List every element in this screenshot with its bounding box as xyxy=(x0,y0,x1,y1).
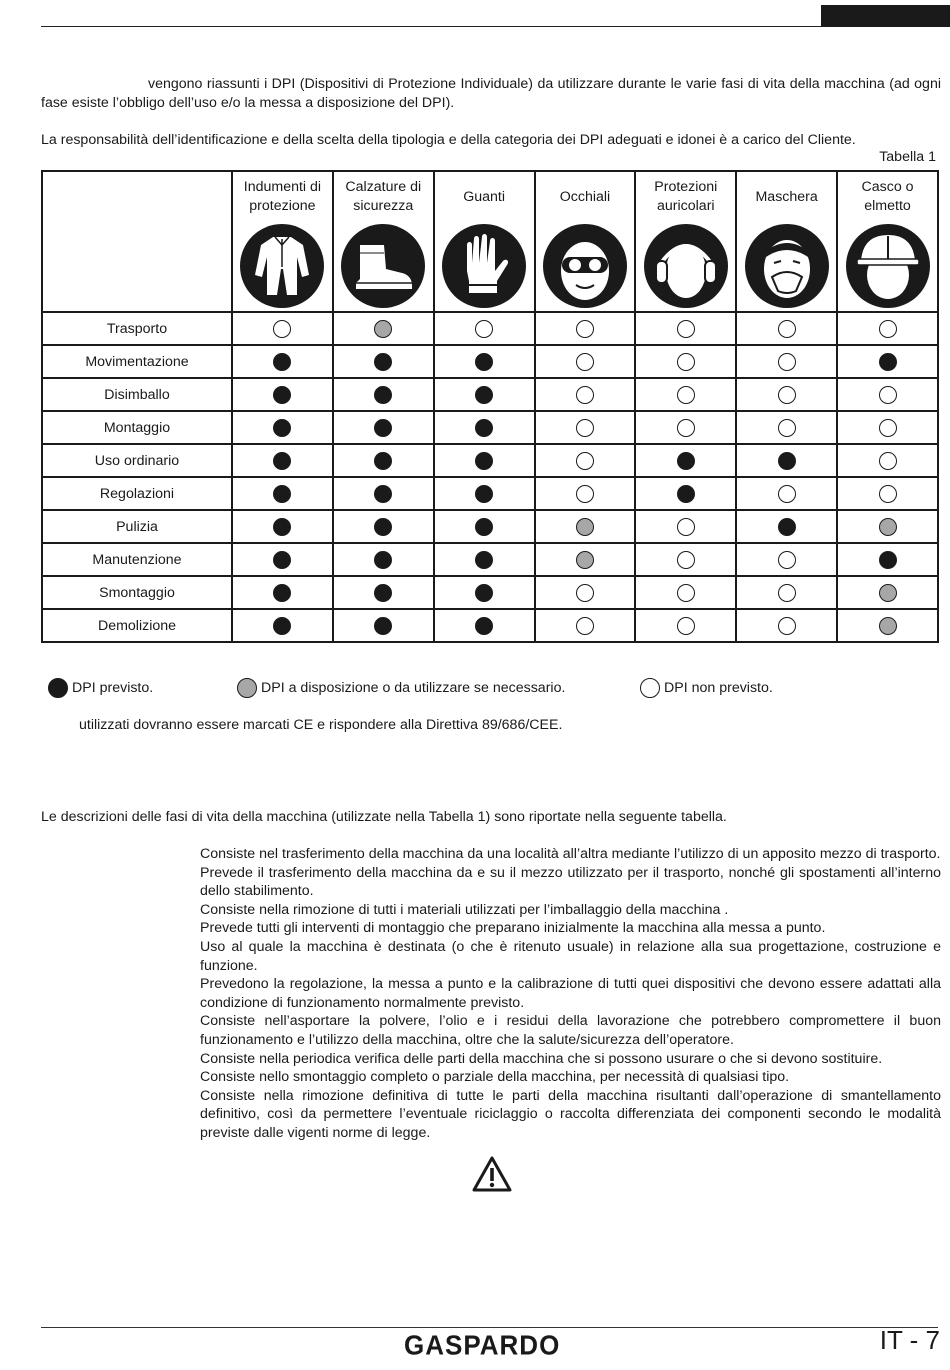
brand-logo: GASPARDO xyxy=(404,1329,561,1361)
status-required-dot xyxy=(374,386,392,404)
status-required-dot xyxy=(273,518,291,536)
protective-suit-icon xyxy=(239,223,325,309)
status-required-dot xyxy=(273,551,291,569)
dpi-header-row xyxy=(42,171,938,312)
col-helmet xyxy=(837,171,938,312)
dpi-cell xyxy=(333,411,434,444)
safety-boot-icon xyxy=(340,223,426,309)
status-required-dot xyxy=(374,617,392,635)
phase-label: Demolizione xyxy=(42,609,232,642)
dpi-cell xyxy=(736,378,837,411)
col-ear-protection xyxy=(635,171,736,312)
dpi-cell xyxy=(635,378,736,411)
status-none-dot xyxy=(677,584,695,602)
dpi-cell xyxy=(434,312,535,345)
ear-protection-icon xyxy=(643,223,729,309)
status-none-dot xyxy=(677,551,695,569)
dpi-cell xyxy=(837,378,938,411)
status-required-dot xyxy=(273,419,291,437)
table-caption: Tabella 1 xyxy=(879,149,936,165)
status-none-dot xyxy=(778,386,796,404)
dpi-cell xyxy=(333,378,434,411)
phase-label: Pulizia xyxy=(42,510,232,543)
dpi-cell xyxy=(333,576,434,609)
dpi-cell xyxy=(232,609,333,642)
dpi-cell xyxy=(535,444,636,477)
dpi-cell xyxy=(434,576,535,609)
status-required-dot xyxy=(677,485,695,503)
phase-description: Consiste nella rimozione di tutti i materiali utilizzati per l’imballaggio della macchina . xyxy=(200,901,729,918)
dpi-cell xyxy=(736,543,837,576)
status-none-dot xyxy=(576,584,594,602)
status-none-dot xyxy=(879,452,897,470)
status-required-dot xyxy=(475,551,493,569)
status-required-dot xyxy=(374,551,392,569)
status-none-dot xyxy=(778,353,796,371)
dpi-cell xyxy=(837,444,938,477)
status-required-dot xyxy=(475,419,493,437)
status-none-dot xyxy=(576,452,594,470)
dpi-cell xyxy=(333,543,434,576)
dpi-cell xyxy=(837,477,938,510)
dpi-cell xyxy=(232,378,333,411)
legend-optional-label: DPI a disposizione o da utilizzare se necessario. xyxy=(261,680,566,696)
responsibility-paragraph: La responsabilità dell’identificazione e della scelta della tipologia e della categoria dei DPI adeguati e idonei è a carico del Cliente. xyxy=(41,132,856,148)
status-none-dot xyxy=(879,386,897,404)
dpi-cell xyxy=(434,609,535,642)
phase-description: Consiste nella periodica verifica delle parti della macchina che si possono usurare o che si devono sostituire. xyxy=(200,1050,883,1067)
dpi-cell xyxy=(434,543,535,576)
goggles-icon xyxy=(542,223,628,309)
dpi-table xyxy=(41,170,939,643)
dpi-cell xyxy=(837,312,938,345)
status-none-dot xyxy=(778,485,796,503)
status-none-dot xyxy=(879,320,897,338)
table-row xyxy=(42,312,938,345)
status-required-dot xyxy=(677,452,695,470)
status-none-dot xyxy=(576,617,594,635)
dpi-cell xyxy=(635,477,736,510)
status-none-dot xyxy=(273,320,291,338)
dpi-cell xyxy=(837,609,938,642)
dpi-cell xyxy=(837,411,938,444)
dpi-cell xyxy=(736,411,837,444)
legend-optional-dot xyxy=(237,678,257,698)
table-row xyxy=(42,510,938,543)
dpi-cell xyxy=(635,543,736,576)
phase-label: Movimentazione xyxy=(42,345,232,378)
dpi-cell xyxy=(535,477,636,510)
col-label: Indumenti di protezione xyxy=(243,179,322,214)
status-required-dot xyxy=(475,353,493,371)
phase-label: Regolazioni xyxy=(42,477,232,510)
legend-required-label: DPI previsto. xyxy=(72,680,154,696)
status-none-dot xyxy=(576,320,594,338)
col-safety-boots xyxy=(333,171,434,312)
warning-icon xyxy=(471,1155,513,1193)
dpi-cell xyxy=(333,312,434,345)
dpi-cell xyxy=(434,510,535,543)
status-required-dot xyxy=(879,551,897,569)
dpi-cell xyxy=(635,576,736,609)
status-required-dot xyxy=(273,452,291,470)
legend-none xyxy=(640,676,773,700)
table-row xyxy=(42,411,938,444)
dpi-cell xyxy=(535,510,636,543)
status-optional-dot xyxy=(374,320,392,338)
legend-none-dot xyxy=(640,678,660,698)
status-none-dot xyxy=(576,485,594,503)
col-label: Occhiali xyxy=(559,188,611,205)
dpi-cell xyxy=(232,510,333,543)
col-label: Maschera xyxy=(755,188,818,205)
dpi-cell xyxy=(232,312,333,345)
dpi-cell xyxy=(535,609,636,642)
table-row xyxy=(42,378,938,411)
status-none-dot xyxy=(778,320,796,338)
col-gloves xyxy=(434,171,535,312)
status-none-dot xyxy=(576,419,594,437)
dpi-cell xyxy=(232,576,333,609)
dpi-cell xyxy=(736,312,837,345)
footer-rule xyxy=(41,1327,938,1328)
status-required-dot xyxy=(475,386,493,404)
header-rule xyxy=(41,26,821,27)
table-row xyxy=(42,345,938,378)
legend-required-dot xyxy=(48,678,68,698)
dpi-cell xyxy=(736,444,837,477)
phase-description: Consiste nel trasferimento della macchina da una località all’altra mediante l’utilizzo di un apposito mezzo di trasporto. xyxy=(200,846,941,862)
dpi-cell xyxy=(837,345,938,378)
dpi-cell xyxy=(535,411,636,444)
phase-description: Prevede il trasferimento della macchina da e su il mezzo utilizzato per il trasporto, nonché gli spostamenti all’interno dello stabilimento. xyxy=(200,864,941,900)
dpi-cell xyxy=(837,510,938,543)
status-required-dot xyxy=(374,353,392,371)
col-goggles xyxy=(535,171,636,312)
table-row xyxy=(42,609,938,642)
dpi-cell xyxy=(635,609,736,642)
status-required-dot xyxy=(374,485,392,503)
status-required-dot xyxy=(475,584,493,602)
dpi-cell xyxy=(635,444,736,477)
status-required-dot xyxy=(273,617,291,635)
col-protective-suit xyxy=(232,171,333,312)
phase-label: Trasporto xyxy=(42,312,232,345)
status-required-dot xyxy=(879,353,897,371)
ce-note: utilizzati dovranno essere marcati CE e rispondere alla Direttiva 89/686/CEE. xyxy=(79,717,563,733)
phase-description: Consiste nell’asportare la polvere, l’olio e i residui della lavorazione che potrebbero compromettere il buon funzionamento e l’utilizzo della macchina, oltre che la salute/sicurezza dell’operatore. xyxy=(200,1013,941,1048)
dpi-cell xyxy=(434,411,535,444)
legend-optional xyxy=(237,676,565,700)
dpi-cell xyxy=(635,345,736,378)
phase-label: Montaggio xyxy=(42,411,232,444)
dpi-cell xyxy=(535,378,636,411)
descriptions-intro: Le descrizioni delle fasi di vita della macchina (utilizzate nella Tabella 1) sono riportate nella seguente tabella. xyxy=(41,809,727,825)
phase-label: Disimballo xyxy=(42,378,232,411)
status-optional-dot xyxy=(576,551,594,569)
status-none-dot xyxy=(879,419,897,437)
status-none-dot xyxy=(879,485,897,503)
status-none-dot xyxy=(778,551,796,569)
dpi-cell xyxy=(333,477,434,510)
status-none-dot xyxy=(778,419,796,437)
phase-label: Smontaggio xyxy=(42,576,232,609)
status-none-dot xyxy=(576,386,594,404)
status-required-dot xyxy=(273,353,291,371)
status-required-dot xyxy=(374,518,392,536)
col-label: Casco o elmetto xyxy=(861,179,914,214)
dpi-cell xyxy=(837,543,938,576)
status-optional-dot xyxy=(879,617,897,635)
dpi-cell xyxy=(736,510,837,543)
status-required-dot xyxy=(475,617,493,635)
dpi-cell xyxy=(736,345,837,378)
status-none-dot xyxy=(778,584,796,602)
dpi-cell xyxy=(635,411,736,444)
status-required-dot xyxy=(778,452,796,470)
dpi-cell xyxy=(434,345,535,378)
status-none-dot xyxy=(677,518,695,536)
dpi-cell xyxy=(232,477,333,510)
phase-description: Prevedono la regolazione, la messa a punto e la calibrazione di tutti quei dispositivi che devono essere adattati alla condizione di funzionamento normalmente previsto. xyxy=(200,976,941,1011)
phase-label: Uso ordinario xyxy=(42,444,232,477)
dpi-cell xyxy=(434,378,535,411)
helmet-icon xyxy=(845,223,931,309)
dpi-cell xyxy=(736,609,837,642)
dpi-cell xyxy=(333,609,434,642)
status-required-dot xyxy=(374,419,392,437)
dpi-cell xyxy=(333,444,434,477)
dpi-cell xyxy=(535,576,636,609)
status-required-dot xyxy=(778,518,796,536)
dpi-cell xyxy=(837,576,938,609)
corner-cell xyxy=(42,171,232,312)
dpi-cell xyxy=(434,444,535,477)
status-optional-dot xyxy=(879,518,897,536)
dpi-cell xyxy=(434,477,535,510)
status-none-dot xyxy=(677,386,695,404)
status-required-dot xyxy=(475,452,493,470)
status-optional-dot xyxy=(879,584,897,602)
dpi-cell xyxy=(535,543,636,576)
status-none-dot xyxy=(576,353,594,371)
dpi-body xyxy=(42,312,938,642)
dpi-cell xyxy=(736,576,837,609)
status-required-dot xyxy=(273,485,291,503)
status-none-dot xyxy=(677,419,695,437)
table-row xyxy=(42,543,938,576)
table-row xyxy=(42,576,938,609)
header-bar xyxy=(821,5,950,27)
table-row xyxy=(42,477,938,510)
legend-required xyxy=(48,676,153,700)
status-required-dot xyxy=(273,386,291,404)
dpi-cell xyxy=(333,345,434,378)
dpi-cell xyxy=(736,477,837,510)
dpi-cell xyxy=(232,543,333,576)
status-none-dot xyxy=(778,617,796,635)
legend-none-label: DPI non previsto. xyxy=(664,680,773,696)
dpi-cell xyxy=(535,345,636,378)
phase-description: Prevede tutti gli interventi di montaggio che preparano inizialmente la macchina alla messa a punto. xyxy=(200,920,826,937)
status-none-dot xyxy=(475,320,493,338)
status-required-dot xyxy=(475,485,493,503)
dpi-cell xyxy=(635,510,736,543)
status-none-dot xyxy=(677,353,695,371)
phase-description: Uso al quale la macchina è destinata (o che è ritenuto usuale) in relazione alla sua progettazione, costruzione e funzione. xyxy=(200,938,941,974)
phase-description: Consiste nello smontaggio completo o parziale della macchina, per necessità di qualsiasi tipo. xyxy=(200,1069,790,1086)
dpi-cell xyxy=(232,411,333,444)
dpi-cell xyxy=(635,312,736,345)
col-label: Protezioni auricolari xyxy=(654,179,718,214)
dpi-cell xyxy=(535,312,636,345)
status-required-dot xyxy=(374,452,392,470)
phase-descriptions xyxy=(200,845,941,1143)
status-required-dot xyxy=(475,518,493,536)
status-required-dot xyxy=(374,584,392,602)
status-optional-dot xyxy=(576,518,594,536)
col-mask xyxy=(736,171,837,312)
status-required-dot xyxy=(273,584,291,602)
status-none-dot xyxy=(677,617,695,635)
mask-icon xyxy=(744,223,830,309)
dpi-cell xyxy=(333,510,434,543)
intro-paragraph: vengono riassunti i DPI (Dispositivi di Protezione Individuale) da utilizzare durante le varie fasi di vita della macchina (ad ogni fase esiste l’obbligo dell’uso e/o la messa a disposizione del DPI). xyxy=(41,76,941,111)
phase-description: Consiste nella rimozione definitiva di tutte le parti della macchina risultanti dall’operazione di smantellamento definitivo, così da permettere l’eventuale riciclaggio o raccolta differenziata dei componenti secondo le modalità previste dalle vigenti norme di legge. xyxy=(200,1087,941,1141)
phase-label: Manutenzione xyxy=(42,543,232,576)
status-none-dot xyxy=(677,320,695,338)
col-label: Guanti xyxy=(463,188,506,205)
col-label: Calzature di sicurezza xyxy=(345,179,422,214)
dpi-cell xyxy=(232,444,333,477)
page-number: IT - 7 xyxy=(879,1325,940,1355)
table-row xyxy=(42,444,938,477)
glove-icon xyxy=(441,223,527,309)
dpi-cell xyxy=(232,345,333,378)
